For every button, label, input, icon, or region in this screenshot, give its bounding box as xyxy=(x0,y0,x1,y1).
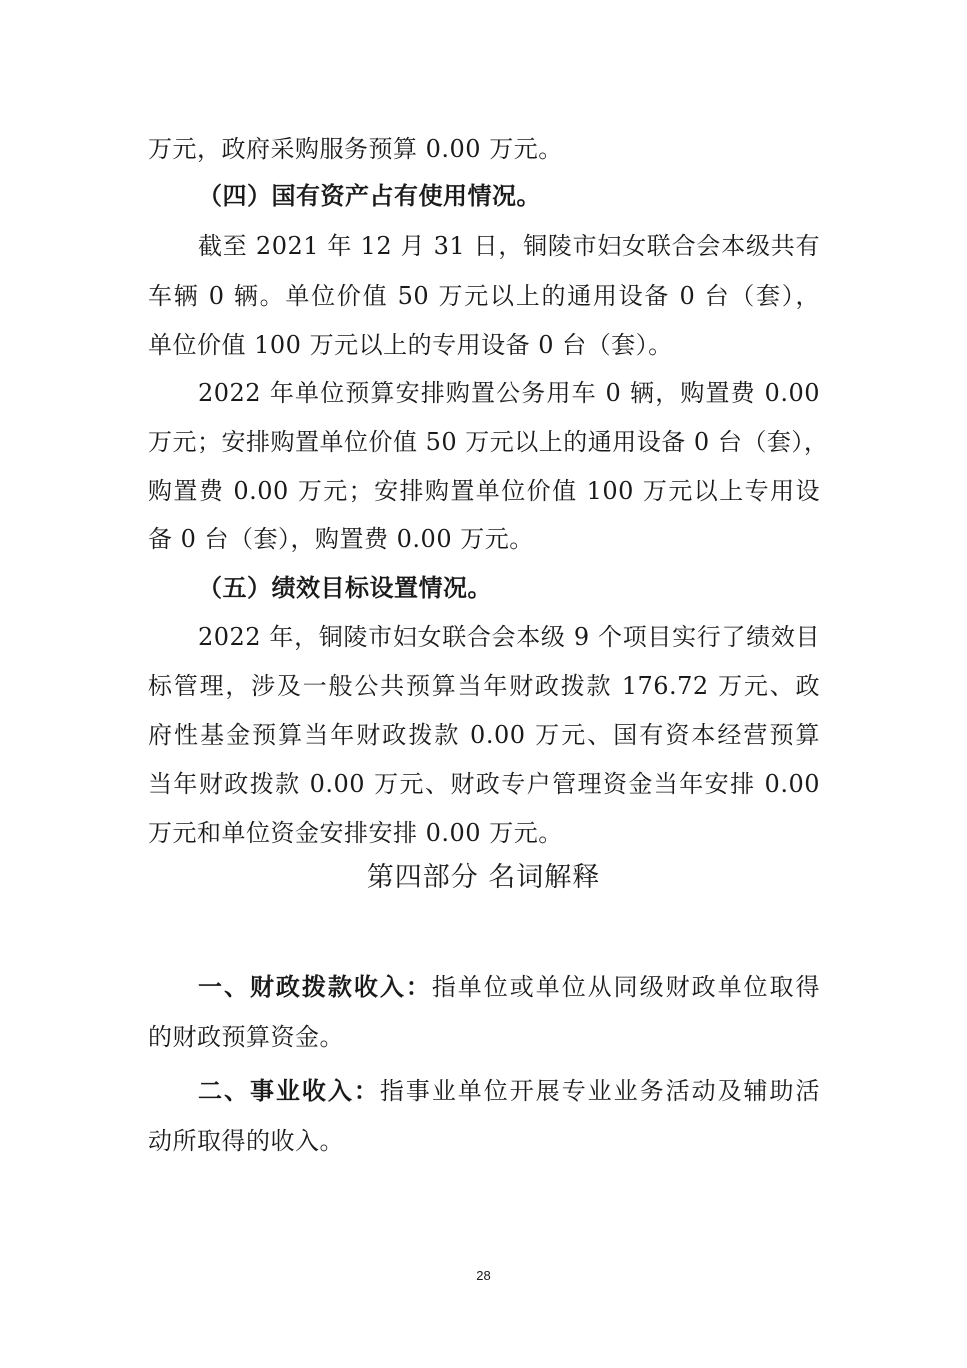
term-2-text: 指事业单位开展专业业务活动及辅助活 xyxy=(379,1077,821,1105)
body-line: 单位价值 100 万元以上的专用设备 0 台（套）。 xyxy=(148,331,673,359)
page-number: 28 xyxy=(476,1268,491,1283)
body-line: 截至 2021 年 12 月 31 日，铜陵市妇女联合会本级共有 xyxy=(198,232,820,260)
body-line: 标管理，涉及一般公共预算当年财政拨款 176.72 万元、政 xyxy=(148,672,820,700)
body-line: 万元和单位资金安排安排 0.00 万元。 xyxy=(148,819,563,847)
body-line: 2022 年单位预算安排购置公务用车 0 辆，购置费 0.00 xyxy=(198,379,820,407)
body-line: 万元，政府采购服务预算 0.00 万元。 xyxy=(148,135,563,163)
section-heading-assets: （四）国有资产占有使用情况。 xyxy=(198,182,541,210)
section-heading-performance: （五）绩效目标设置情况。 xyxy=(198,574,492,602)
part-title: 第四部分 名词解释 xyxy=(366,862,601,893)
term-2-line-2: 动所取得的收入。 xyxy=(148,1127,344,1155)
term-1-title: 一、财政拨款收入： xyxy=(198,973,432,1001)
term-2-line-1 xyxy=(198,1066,820,1116)
body-line: 购置费 0.00 万元；安排购置单位价值 100 万元以上专用设 xyxy=(148,477,820,505)
body-line: 万元；安排购置单位价值 50 万元以上的通用设备 0 台（套）， xyxy=(148,428,829,456)
term-1-text: 指单位或单位从同级财政单位取得 xyxy=(431,973,821,1001)
body-line: 府性基金预算当年财政拨款 0.00 万元、国有资本经营预算 xyxy=(148,721,820,749)
term-2-title: 二、事业收入： xyxy=(198,1077,380,1105)
body-line: 备 0 台（套），购置费 0.00 万元。 xyxy=(148,525,534,553)
body-line: 车辆 0 辆。单位价值 50 万元以上的通用设备 0 台（套）， xyxy=(148,282,820,310)
body-line: 2022 年，铜陵市妇女联合会本级 9 个项目实行了绩效目 xyxy=(198,623,820,651)
term-1-line-2: 的财政预算资金。 xyxy=(148,1023,344,1051)
body-line: 当年财政拨款 0.00 万元、财政专户管理资金当年安排 0.00 xyxy=(148,770,820,798)
term-1-line-1 xyxy=(198,962,820,1012)
